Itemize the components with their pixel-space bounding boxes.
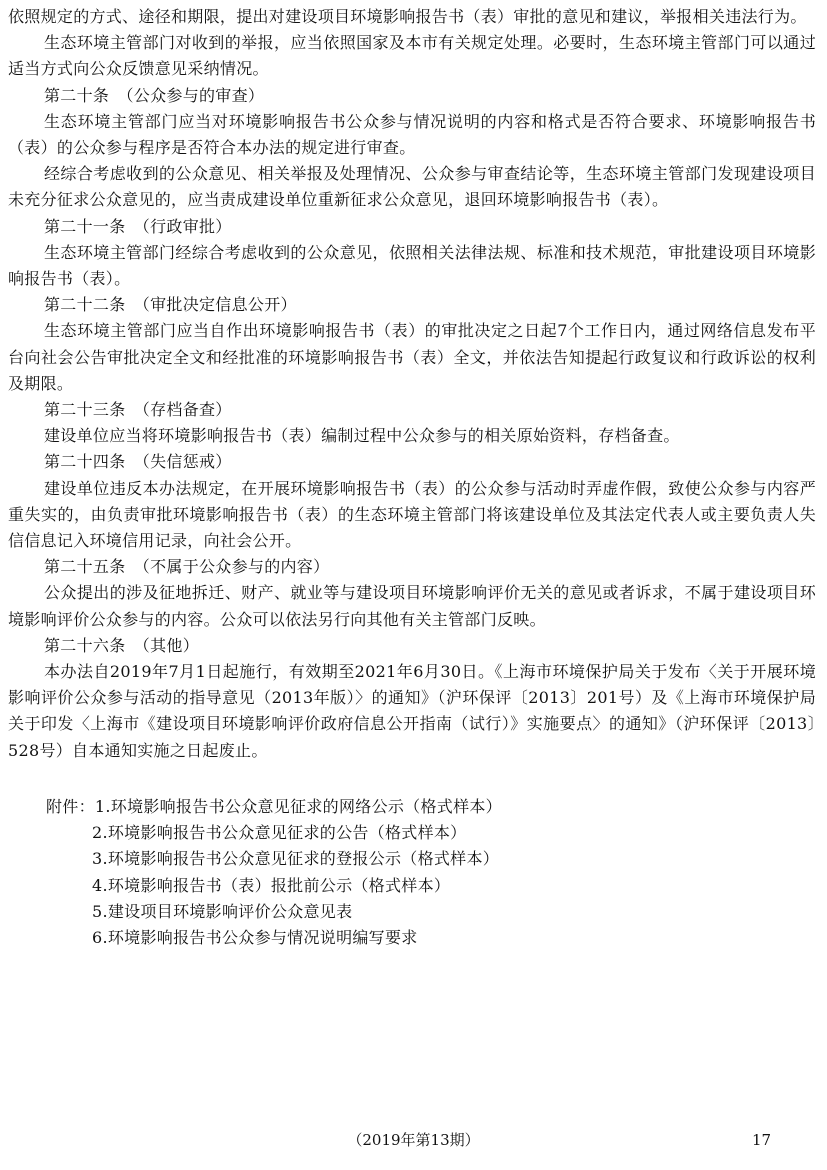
paragraph: 建设单位应当将环境影响报告书（表）编制过程中公众参与的相关原始资料，存档备查。: [44, 426, 680, 446]
page-footer: [0, 1130, 827, 1150]
paragraph: 生态环境主管部门经综合考虑收到的公众意见，依照相关法律法规、标准和技术规范，审批建设项目环境影响报告书（表）。: [8, 242, 816, 289]
article-20-heading: 第二十条 （公众参与的审查）: [44, 85, 265, 105]
paragraph: 公众提出的涉及征地拆迁、财产、就业等与建设项目环境影响评价无关的意见或者诉求，不属于建设项目环境影响评价公众参与的内容。公众可以依法另行向其他有关主管部门反映。: [8, 583, 816, 629]
attachment-item: 6.环境影响报告书公众参与情况说明编写要求: [92, 927, 418, 947]
paragraph: 建设单位违反本办法规定，在开展环境影响报告书（表）的公众参与活动时弄虚作假，致使公众参与内容严重失实的，由负责审批环境影响报告书（表）的生态环境主管部门将该建设单位及其法定代表人或主要负责人失信信息记入环境信用记录，向社会公开。: [8, 478, 816, 551]
article-22-heading: 第二十二条 （审批决定信息公开）: [44, 295, 297, 315]
paragraph: 生态环境主管部门应当自作出环境影响报告书（表）的审批决定之日起7个工作日内，通过网络信息发布平台向社会公告审批决定全文和经批准的环境影响报告书（表）全文，并依法告知提起行政复议和行政诉讼的权利及期限。: [8, 321, 816, 393]
paragraph: 本办法自2019年7月1日起施行，有效期至2021年6月30日。《上海市环境保护局关于发布〈关于开展环境影响评价公众参与活动的指导意见（2013年版）〉的通知》（沪环保评〔2013〕201号）及《上海市环境保护局关于印发〈上海市《建设项目环境影响评价政府信息公开指南（试行）》实施要点〉的通知》（沪环保评〔2013〕528号）自本通知实施之日起废止。: [8, 662, 816, 760]
issue-label: （2019年第13期）: [347, 1131, 480, 1149]
section-spacer: [8, 764, 816, 794]
article-21-heading: 第二十一条 （行政审批）: [44, 216, 232, 236]
attachment-item: 2.环境影响报告书公众意见征求的公告（格式样本）: [92, 823, 467, 843]
attachment-item: 5.建设项目环境影响评价公众意见表: [92, 901, 353, 921]
attachment-list: [8, 794, 816, 951]
attachment-item: 4.环境影响报告书（表）报批前公示（格式样本）: [92, 875, 451, 895]
page-number: 17: [752, 1131, 772, 1149]
document-body: [8, 4, 816, 951]
paragraph: 依照规定的方式、途径和期限，提出对建设项目环境影响报告书（表）审批的意见和建议，举报相关违法行为。: [8, 7, 807, 26]
article-23-heading: 第二十三条 （存档备查）: [44, 400, 232, 420]
paragraph: 生态环境主管部门对收到的举报，应当依照国家及本市有关规定处理。必要时，生态环境主管部门可以通过适当方式向公众反馈意见采纳情况。: [8, 33, 816, 79]
paragraph: 经综合考虑收到的公众意见、相关举报及处理情况、公众参与审查结论等，生态环境主管部门发现建设项目未充分征求公众意见的，应当责成建设单位重新征求公众意见，退回环境影响报告书（表）。: [8, 164, 816, 210]
attachment-item: 附件：1.环境影响报告书公众意见征求的网络公示（格式样本）: [46, 796, 502, 816]
article-24-heading: 第二十四条 （失信惩戒）: [44, 452, 232, 472]
article-26-heading: 第二十六条 （其他）: [44, 635, 200, 655]
attachment-item: 3.环境影响报告书公众意见征求的登报公示（格式样本）: [92, 849, 500, 869]
paragraph: 生态环境主管部门应当对环境影响报告书公众参与情况说明的内容和格式是否符合要求、环境影响报告书（表）的公众参与程序是否符合本办法的规定进行审查。: [8, 111, 816, 158]
article-25-heading: 第二十五条 （不属于公众参与的内容）: [44, 557, 330, 577]
